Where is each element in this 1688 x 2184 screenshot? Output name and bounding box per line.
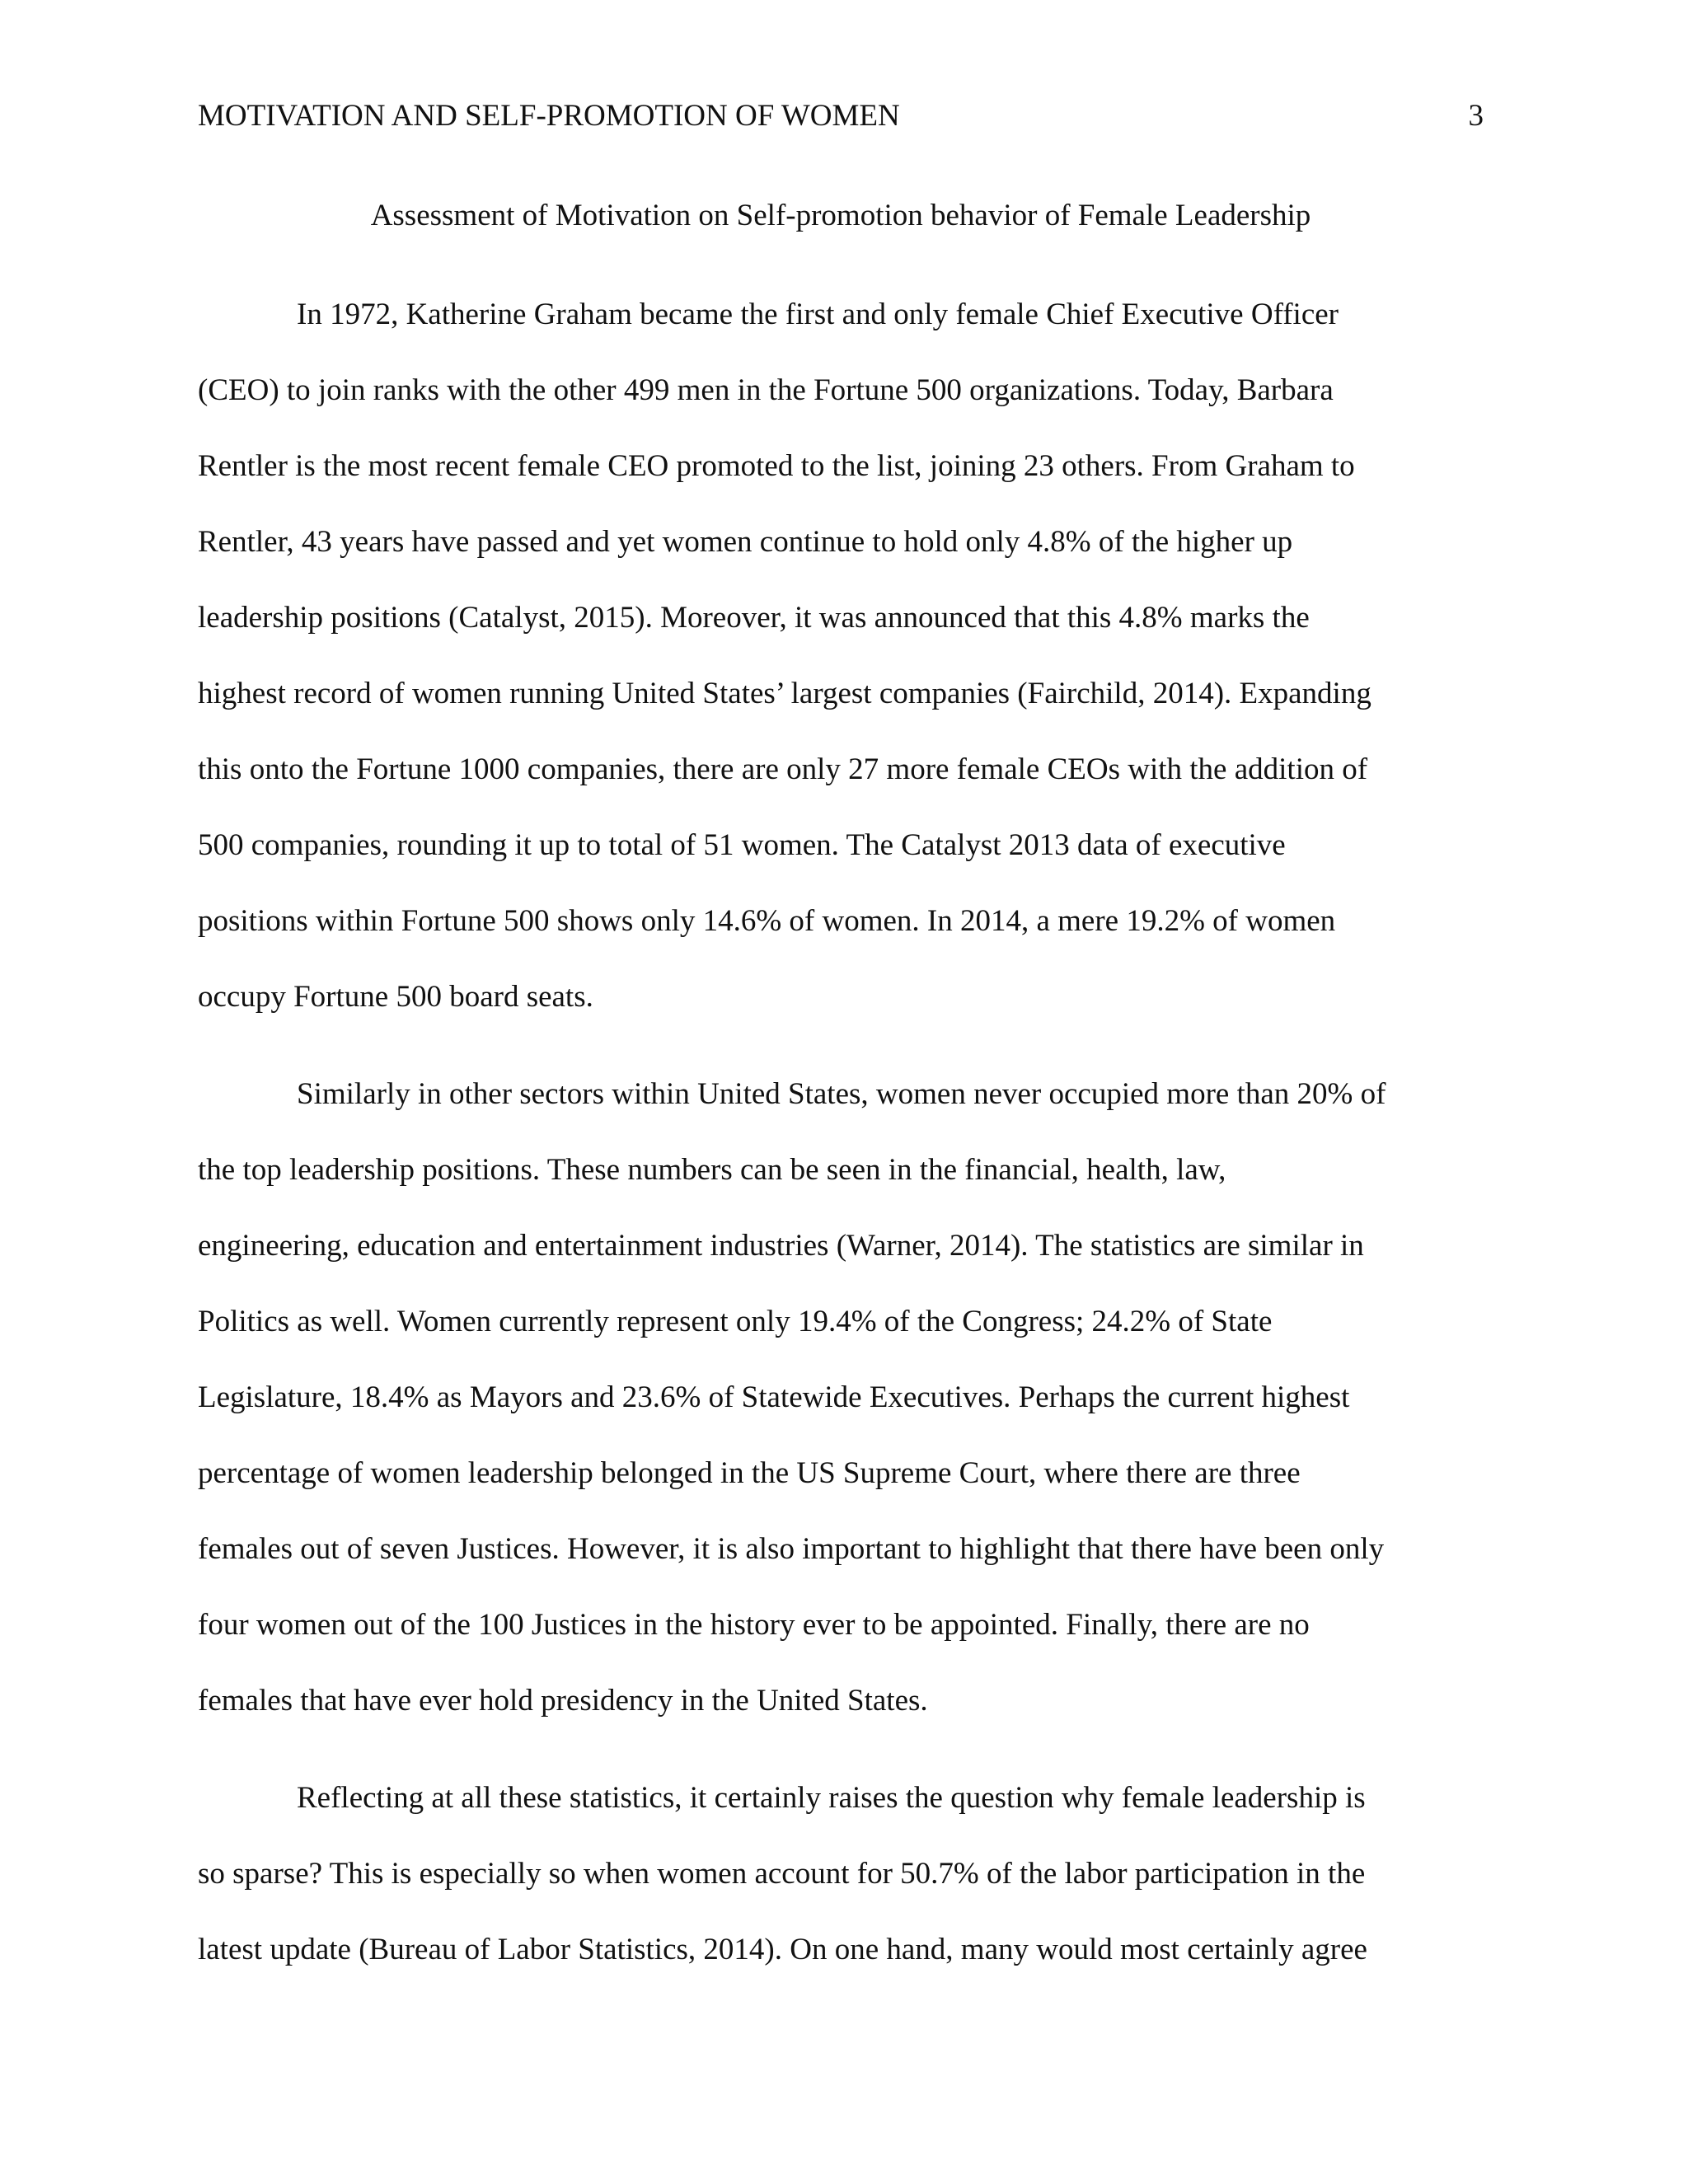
paragraph-line: latest update (Bureau of Labor Statistics, 2014). On one hand, many would most certainly agree	[198, 1933, 1367, 1966]
paragraph-line: Politics as well. Women currently represent only 19.4% of the Congress; 24.2% of State	[198, 1305, 1273, 1338]
paragraph-line: the top leadership positions. These numbers can be seen in the financial, health, law,	[198, 1153, 1226, 1187]
paragraph-line: this onto the Fortune 1000 companies, there are only 27 more female CEOs with the addition of	[198, 752, 1368, 786]
paragraph-line: so sparse? This is especially so when women account for 50.7% of the labor participation in the	[198, 1857, 1366, 1891]
paragraph-3	[198, 1760, 1484, 1988]
paragraph-2	[198, 1057, 1484, 1739]
paragraph-line: occupy Fortune 500 board seats.	[198, 980, 593, 1014]
paragraph-line: Rentler is the most recent female CEO promoted to the list, joining 23 others. From Graham to	[198, 449, 1355, 483]
document-title: Assessment of Motivation on Self-promotion behavior of Female Leadership	[370, 199, 1311, 232]
paragraph-line: positions within Fortune 500 shows only 14.6% of women. In 2014, a mere 19.2% of women	[198, 904, 1336, 938]
paragraph-line: Similarly in other sectors within United States, women never occupied more than 20% of	[297, 1077, 1386, 1111]
paragraph-line: engineering, education and entertainment industries (Warner, 2014). The statistics are similar in	[198, 1229, 1364, 1263]
paragraph-line: Legislature, 18.4% as Mayors and 23.6% of Statewide Executives. Perhaps the current highest	[198, 1380, 1350, 1414]
paragraph-line: four women out of the 100 Justices in the history ever to be appointed. Finally, there are no	[198, 1608, 1310, 1642]
paragraph-line: In 1972, Katherine Graham became the first and only female Chief Executive Officer	[297, 298, 1339, 331]
paragraph-line: percentage of women leadership belonged in the US Supreme Court, where there are three	[198, 1456, 1301, 1490]
paragraph-line: Rentler, 43 years have passed and yet women continue to hold only 4.8% of the higher up	[198, 525, 1293, 559]
paragraph-line: highest record of women running United States’ largest companies (Fairchild, 2014). Expanding	[198, 677, 1372, 710]
paragraph-line: females out of seven Justices. However, it is also important to highlight that there have been only	[198, 1532, 1385, 1566]
paragraph-line: (CEO) to join ranks with the other 499 men in the Fortune 500 organizations. Today, Barbara	[198, 373, 1334, 407]
paragraph-line: leadership positions (Catalyst, 2015). Moreover, it was announced that this 4.8% marks the	[198, 601, 1310, 635]
paragraph-line: 500 companies, rounding it up to total of 51 women. The Catalyst 2013 data of executive	[198, 828, 1286, 862]
paragraph-1	[198, 277, 1484, 1035]
paragraph-line: females that have ever hold presidency in the United States.	[198, 1684, 928, 1718]
page-number: 3	[1468, 99, 1484, 133]
running-head: MOTIVATION AND SELF-PROMOTION OF WOMEN	[198, 99, 900, 133]
paragraph-line: Reflecting at all these statistics, it certainly raises the question why female leadership is	[297, 1781, 1366, 1815]
